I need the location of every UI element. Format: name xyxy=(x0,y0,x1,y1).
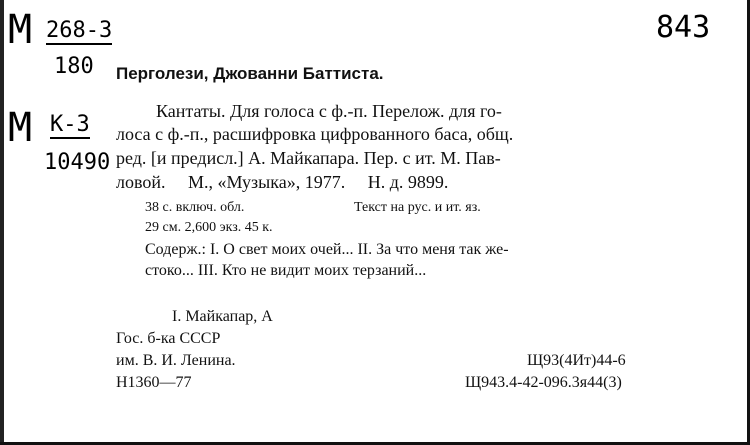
description-line-2: лоса с ф.-п., расшифровка цифрованного баса, общ. xyxy=(116,124,514,144)
shelf-mark-letter-top: М xyxy=(8,7,33,53)
shelf-code-upper-top: 268-3 xyxy=(46,18,113,43)
library-line-2: им. В. И. Ленина. xyxy=(116,352,236,369)
classification-code-1: Щ93(4Ит)44-6 xyxy=(527,352,626,369)
physical-size-copies-price: 29 см. 2,600 экз. 45 к. xyxy=(145,220,273,235)
shelf-code-lower-top: 180 xyxy=(54,54,94,79)
added-entry: I. Майкапар, А xyxy=(172,308,273,325)
library-line-1: Гос. б-ка СССР xyxy=(116,330,221,347)
author-heading: Перголези, Джованни Баттиста. xyxy=(116,64,384,83)
shelf-mark-letter-second: М xyxy=(8,105,33,151)
shelf-code-lower-second: 10490 xyxy=(44,150,111,175)
physical-pages: 38 с. включ. обл. xyxy=(145,200,245,215)
classification-code-2: Щ943.4-42-096.3я44(3) xyxy=(465,374,622,391)
description-line-3: ред. [и предисл.] А. Майкапара. Пер. с ит. М. Пав- xyxy=(116,148,501,168)
contents-line-1: Содерж.: I. О свет моих очей... II. За что меня так же- xyxy=(145,241,509,258)
physical-language: Текст на рус. и ит. яз. xyxy=(354,200,481,215)
card-number: Н1360—77 xyxy=(116,374,192,391)
contents-line-2: стоко... III. Кто не видит моих терзаний... xyxy=(145,262,427,279)
description-line-1: Кантаты. Для голоса с ф.-п. Перелож. для го- xyxy=(156,101,502,121)
handwritten-page-number: 843 xyxy=(656,10,711,45)
shelf-code-upper-second: К-3 xyxy=(50,112,90,137)
description-line-4: ловой. М., «Музыка», 1977. Н. д. 9899. xyxy=(116,172,449,192)
